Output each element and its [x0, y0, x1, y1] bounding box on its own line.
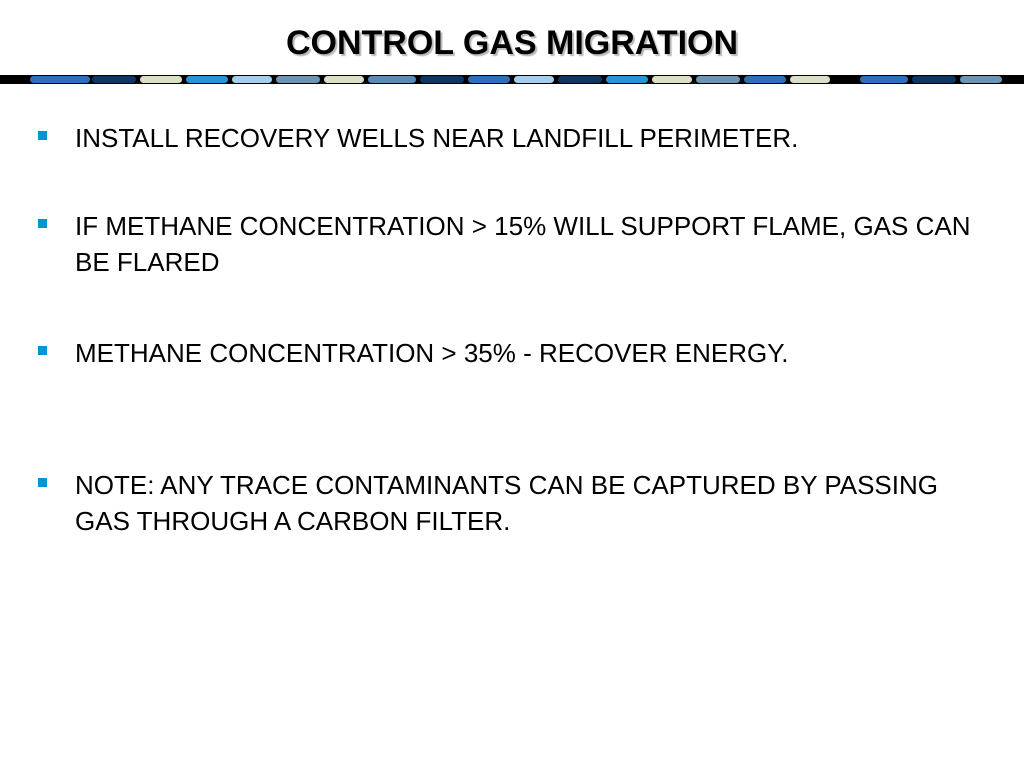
- divider-pattern: [0, 75, 1024, 84]
- bullet-text: METHANE CONCENTRATION > 35% - RECOVER ENERGY.: [75, 338, 789, 368]
- bullet-text: INSTALL RECOVERY WELLS NEAR LANDFILL PERIMETER.: [75, 123, 799, 153]
- square-bullet-icon: [38, 346, 47, 355]
- bullet-text: IF METHANE CONCENTRATION > 15% WILL SUPPORT FLAME, GAS CAN BE FLARED: [75, 211, 971, 277]
- bullet-text: NOTE: ANY TRACE CONTAMINANTS CAN BE CAPTURED BY PASSING GAS THROUGH A CARBON FILTER.: [75, 470, 938, 536]
- square-bullet-icon: [38, 478, 47, 487]
- slide-title: CONTROL GAS MIGRATION: [285, 24, 739, 62]
- square-bullet-icon: [38, 219, 47, 228]
- title-divider-bar: [0, 75, 1024, 84]
- square-bullet-icon: [38, 131, 47, 140]
